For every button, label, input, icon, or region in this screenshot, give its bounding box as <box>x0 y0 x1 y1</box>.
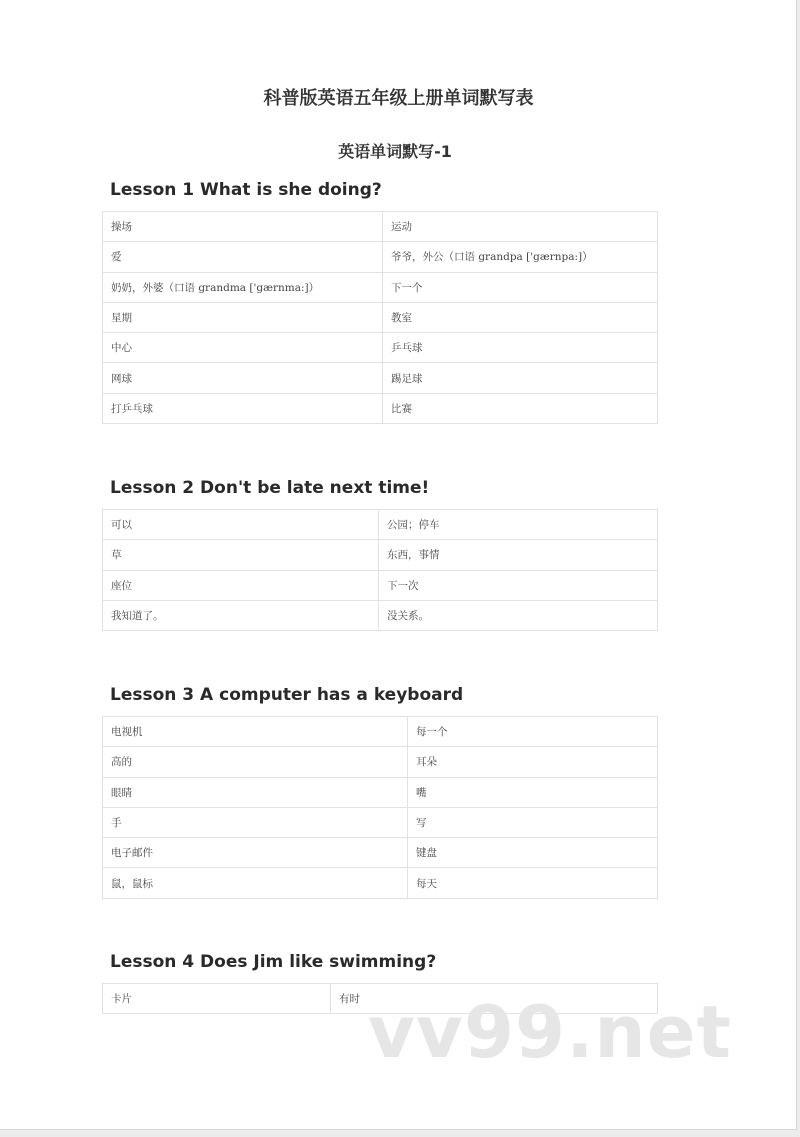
lesson-1-title: Lesson 1 What is she doing? <box>110 180 382 200</box>
table-cell: 高的 <box>103 747 408 777</box>
table-cell: 打乒乓球 <box>103 393 383 423</box>
table-cell: 下一次 <box>379 570 658 600</box>
table-row <box>103 600 658 630</box>
page-subtitle: 英语单词默写-1 <box>338 142 452 161</box>
table-cell: 东西，事情 <box>379 540 658 570</box>
table-cell: 眼睛 <box>103 777 408 807</box>
table-row <box>103 717 658 747</box>
table-cell: 乒乓球 <box>383 333 658 363</box>
table-row <box>103 510 658 540</box>
table-cell: 网球 <box>103 363 383 393</box>
table-row <box>103 570 658 600</box>
table-row <box>103 540 658 570</box>
table-cell: 可以 <box>103 510 379 540</box>
table-row <box>103 242 658 272</box>
table-cell: 每天 <box>408 868 658 898</box>
table-cell: 中心 <box>103 333 383 363</box>
table-cell: 爱 <box>103 242 383 272</box>
table-cell: 爷爷，外公（口语 grandpa ['gærnpa:]） <box>383 242 658 272</box>
table-cell: 星期 <box>103 302 383 332</box>
table-cell: 公园；停车 <box>379 510 658 540</box>
table-cell: 有时 <box>331 984 658 1014</box>
watermark: vv99.net <box>368 990 732 1074</box>
table-cell: 下一个 <box>383 272 658 302</box>
table-row <box>103 868 658 898</box>
table-cell: 写 <box>408 807 658 837</box>
table-cell: 操场 <box>103 212 383 242</box>
lesson-4-title: Lesson 4 Does Jim like swimming? <box>110 952 437 972</box>
table-cell: 奶奶，外婆（口语 grandma ['gærnma:]） <box>103 272 383 302</box>
table-row <box>103 393 658 423</box>
table-cell: 踢足球 <box>383 363 658 393</box>
table-cell: 每一个 <box>408 717 658 747</box>
table-row <box>103 272 658 302</box>
table-row <box>103 807 658 837</box>
table-row <box>103 302 658 332</box>
table-cell: 鼠，鼠标 <box>103 868 408 898</box>
table-cell: 草 <box>103 540 379 570</box>
table-cell: 嘴 <box>408 777 658 807</box>
table-row <box>103 838 658 868</box>
table-cell: 键盘 <box>408 838 658 868</box>
table-cell: 耳朵 <box>408 747 658 777</box>
table-cell: 座位 <box>103 570 379 600</box>
lesson-3-table <box>102 716 658 899</box>
table-row <box>103 747 658 777</box>
table-cell: 运动 <box>383 212 658 242</box>
table-cell: 我知道了。 <box>103 600 379 630</box>
table-row <box>103 777 658 807</box>
lesson-3-title: Lesson 3 A computer has a keyboard <box>110 685 464 705</box>
page-title: 科普版英语五年级上册单词默写表 <box>263 88 534 109</box>
table-cell: 手 <box>103 807 408 837</box>
table-cell: 电子邮件 <box>103 838 408 868</box>
table-cell: 比赛 <box>383 393 658 423</box>
table-cell: 没关系。 <box>379 600 658 630</box>
table-row <box>103 333 658 363</box>
table-row <box>103 363 658 393</box>
lesson-2-table <box>102 509 658 631</box>
table-row <box>103 212 658 242</box>
table-cell: 电视机 <box>103 717 408 747</box>
lesson-2-title: Lesson 2 Don't be late next time! <box>110 478 430 498</box>
table-cell: 教室 <box>383 302 658 332</box>
lesson-1-table <box>102 211 658 424</box>
table-cell: 卡片 <box>103 984 331 1014</box>
